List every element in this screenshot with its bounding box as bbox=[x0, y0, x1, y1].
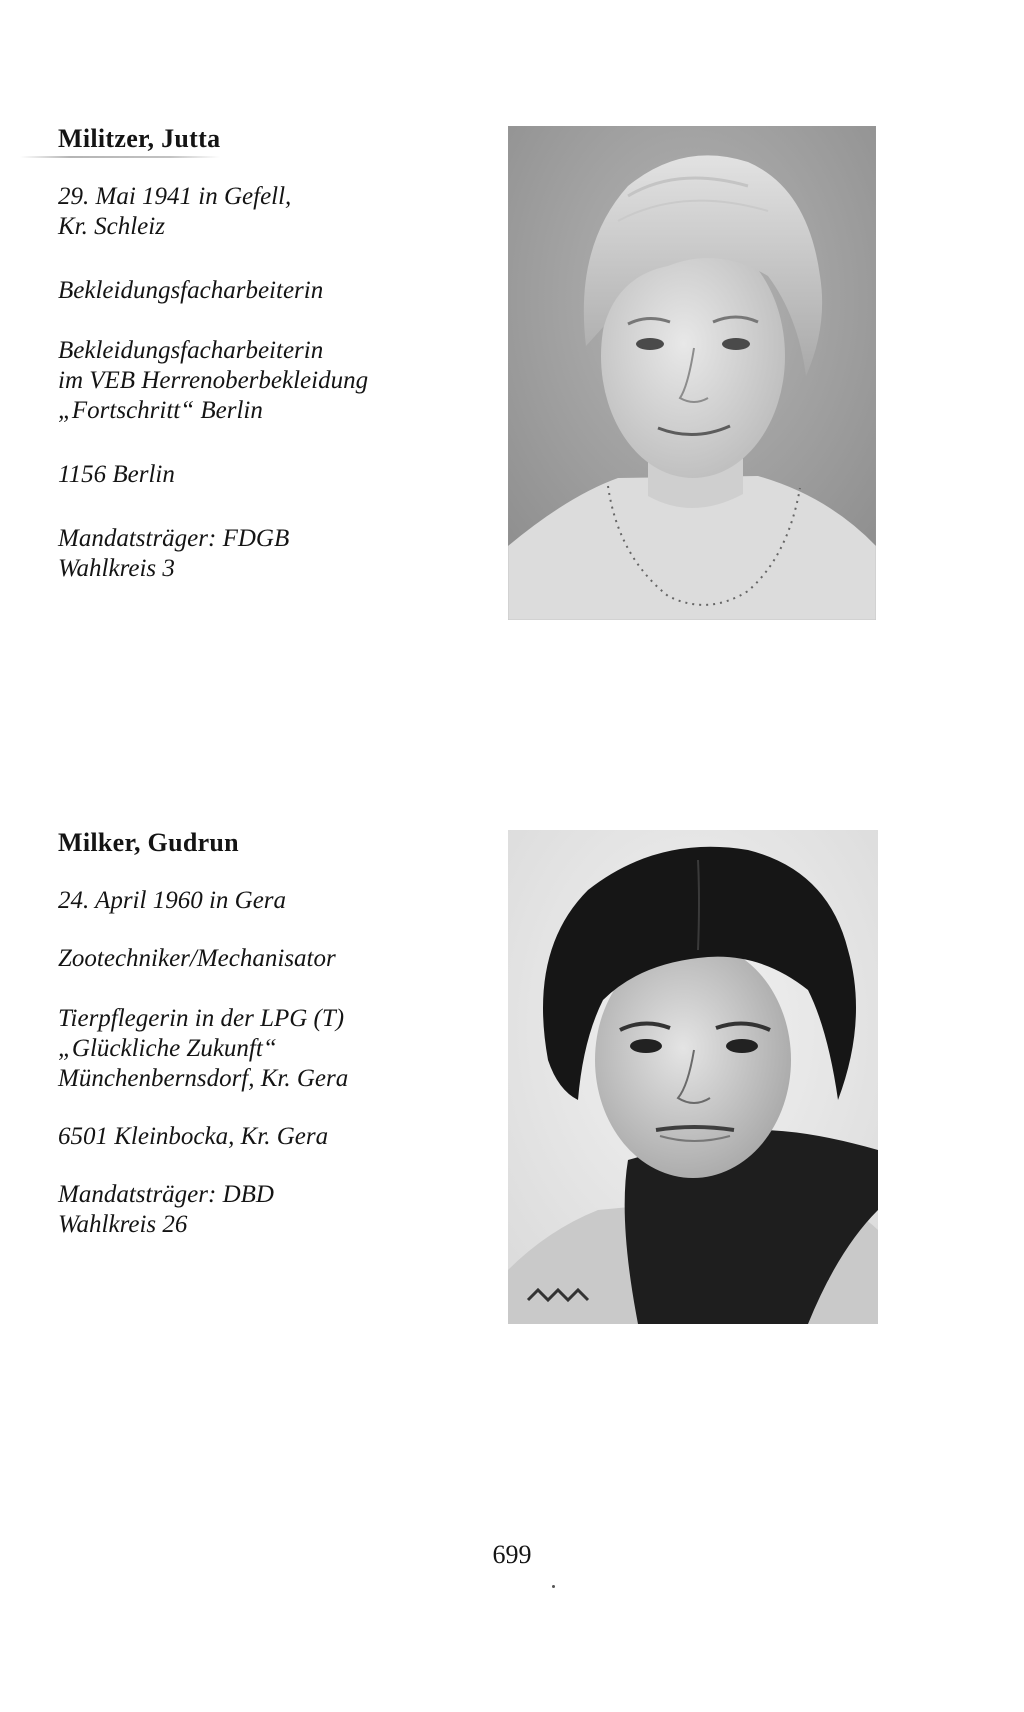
mandate-line: Mandatsträger: DBD bbox=[58, 1181, 274, 1208]
workplace-line: „Fortschritt“ Berlin bbox=[58, 397, 263, 424]
profession-line: Bekleidungsfacharbeiterin bbox=[58, 277, 324, 304]
workplace-line: im VEB Herrenoberbekleidung bbox=[58, 367, 369, 394]
entry-name: Milker, Gudrun bbox=[58, 828, 239, 857]
workplace-line: Münchenbernsdorf, Kr. Gera bbox=[58, 1065, 349, 1092]
entry-details bbox=[58, 886, 498, 1240]
workplace-line: Bekleidungsfacharbeiterin bbox=[58, 337, 324, 364]
name-underline bbox=[20, 156, 220, 158]
residence-line: 6501 Kleinbocka, Kr. Gera bbox=[58, 1123, 329, 1150]
birth-line: 29. Mai 1941 in Gefell, bbox=[58, 183, 292, 210]
page-number: 699 bbox=[492, 1540, 532, 1569]
birth-line: Kr. Schleiz bbox=[58, 213, 165, 240]
entry-name: Militzer, Jutta bbox=[58, 124, 221, 153]
workplace-line: Tierpflegerin in der LPG (T) bbox=[58, 1005, 345, 1032]
residence-line: 1156 Berlin bbox=[58, 461, 175, 488]
mandate-line: Wahlkreis 3 bbox=[58, 555, 175, 582]
portrait-photo bbox=[508, 830, 878, 1324]
scan-speck bbox=[552, 1585, 555, 1588]
mandate-line: Mandatsträger: FDGB bbox=[58, 525, 290, 552]
entry-details bbox=[58, 182, 498, 584]
mandate-line: Wahlkreis 26 bbox=[58, 1211, 188, 1238]
workplace-line: „Glückliche Zukunft“ bbox=[58, 1035, 277, 1062]
portrait-photo bbox=[508, 126, 876, 620]
profession-line: Zootechniker/Mechanisator bbox=[58, 945, 336, 972]
birth-line: 24. April 1960 in Gera bbox=[58, 887, 287, 914]
